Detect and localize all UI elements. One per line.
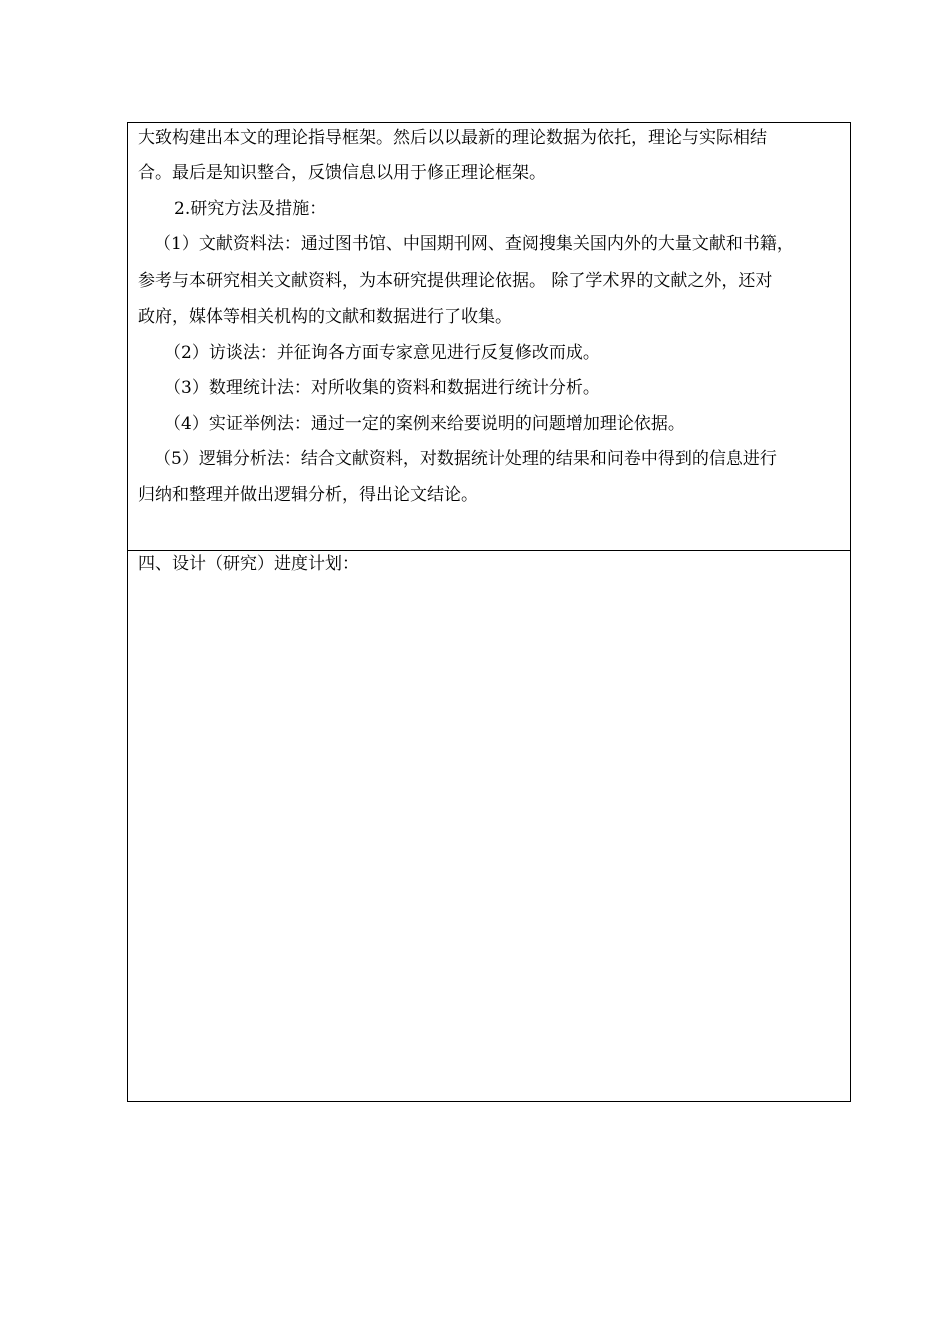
intro-text-line: 大致构建出本文的理论指导框架。然后以以最新的理论数据为依托，理论与实际相结	[138, 128, 767, 148]
method-item-literature: 参考与本研究相关文献资料，为本研究提供理论依据。 除了学术界的文献之外，还对	[138, 271, 773, 291]
form-table	[127, 122, 851, 1102]
progress-plan-heading: 四、设计（研究）进度计划：	[138, 554, 359, 574]
research-methods-cell	[128, 123, 850, 551]
methods-subheading: 2.研究方法及措施：	[174, 199, 327, 219]
method-item-case-study: （4）实证举例法：通过一定的案例来给要说明的问题增加理论依据。	[164, 414, 685, 434]
method-item-literature: （1）文献资料法：通过图书馆、中国期刊网、查阅搜集关国内外的大量文献和书籍，	[154, 234, 794, 254]
progress-plan-cell	[128, 551, 850, 1102]
method-item-literature: 政府，媒体等相关机构的文献和数据进行了收集。	[138, 307, 512, 327]
method-item-logic-analysis: 归纳和整理并做出逻辑分析，得出论文结论。	[138, 485, 478, 505]
intro-text-line: 合。最后是知识整合，反馈信息以用于修正理论框架。	[138, 163, 546, 183]
method-item-logic-analysis: （5）逻辑分析法：结合文献资料，对数据统计处理的结果和问卷中得到的信息进行	[154, 449, 777, 469]
method-item-interview: （2）访谈法：并征询各方面专家意见进行反复修改而成。	[164, 343, 600, 363]
method-item-statistics: （3）数理统计法：对所收集的资料和数据进行统计分析。	[164, 378, 600, 398]
